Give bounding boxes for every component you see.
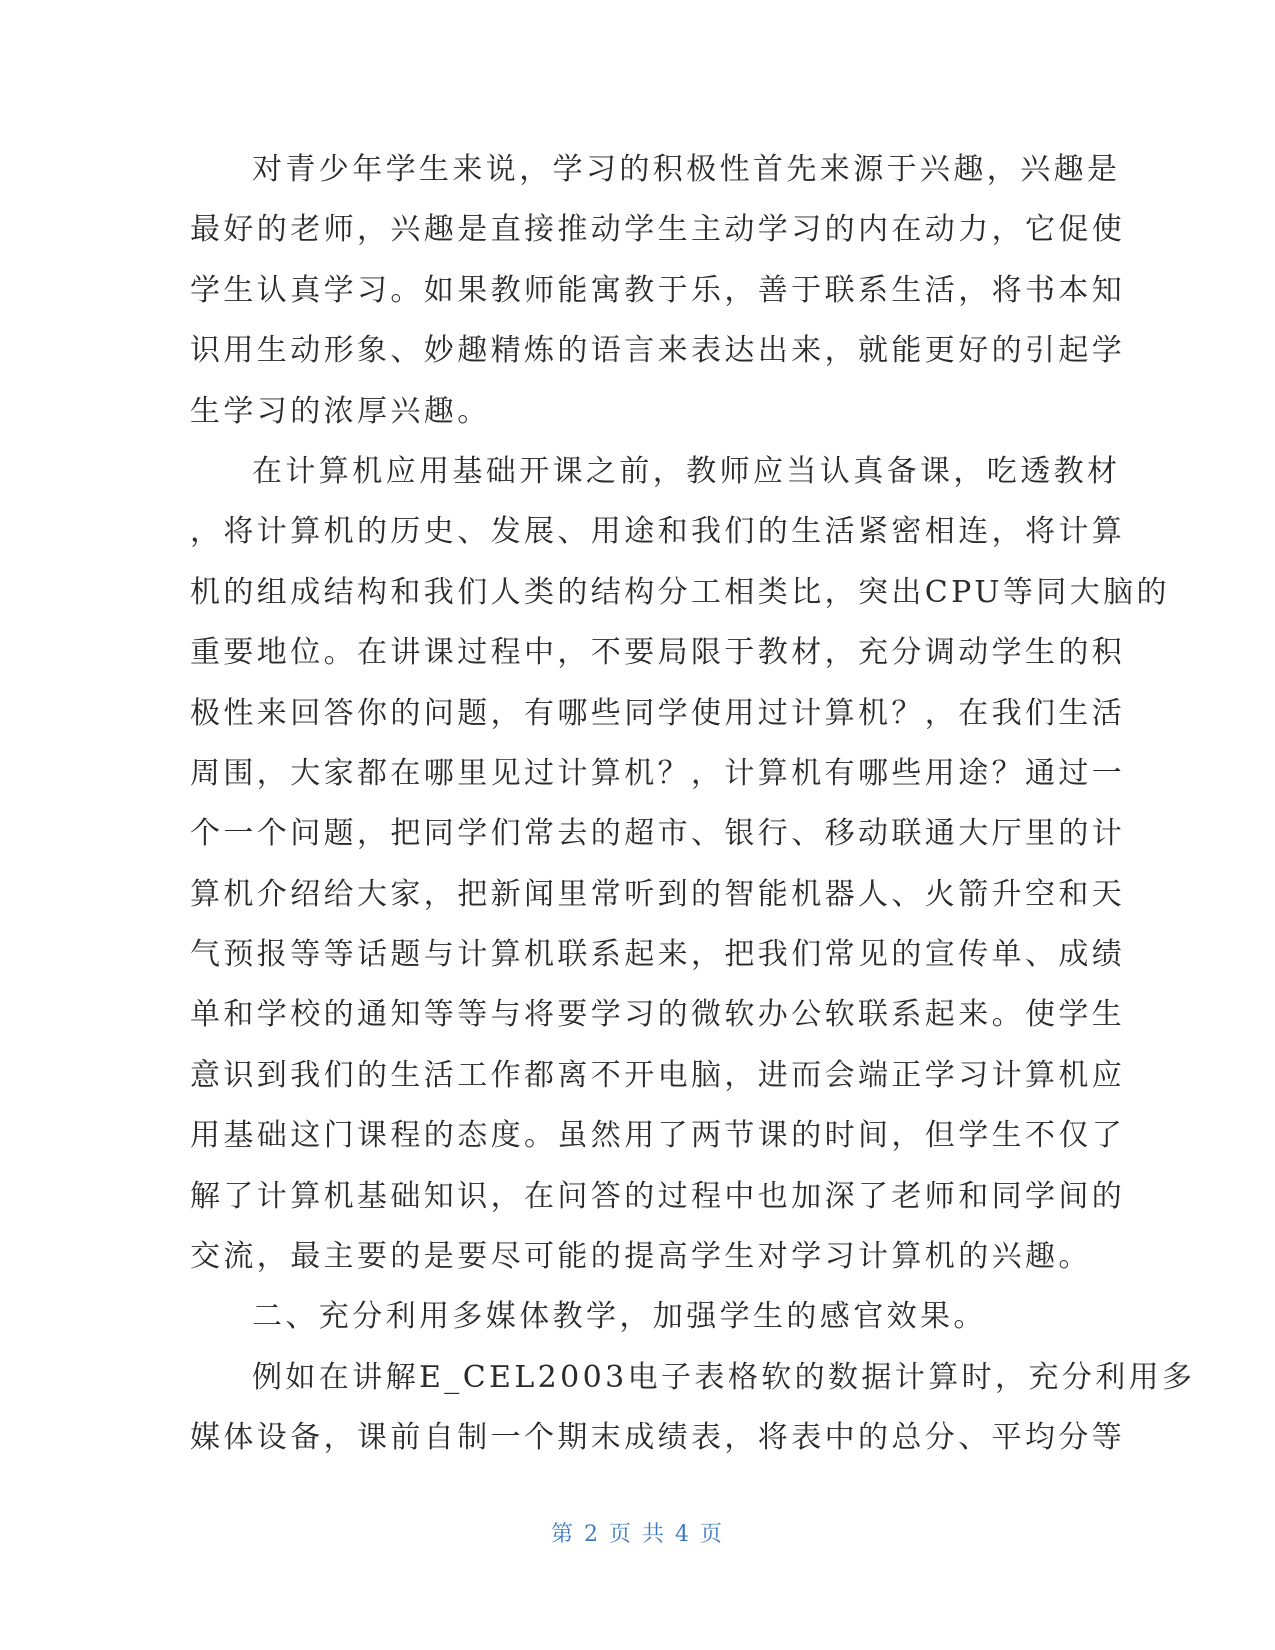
text-line: 解了计算机基础知识，在问答的过程中也加深了老师和同学间的 xyxy=(190,1178,1126,1214)
text-line: 机的组成结构和我们人类的结构分工相类比，突出CPU等同大脑的 xyxy=(190,574,1170,610)
text-line: 算机介绍给大家，把新闻里常听到的智能机器人、火箭升空和天 xyxy=(190,876,1126,912)
text-line: 气预报等等话题与计算机联系起来，把我们常见的宣传单、成绩 xyxy=(190,937,1126,973)
text-line: 识用生动形象、妙趣精炼的语言来表达出来，就能更好的引起学 xyxy=(190,333,1126,369)
document-body xyxy=(190,140,1196,1469)
text-line: 单和学校的通知等等与将要学习的微软办公软联系起来。使学生 xyxy=(190,997,1126,1033)
text-line: 对青少年学生来说，学习的积极性首先来源于兴趣，兴趣是 xyxy=(252,152,1121,187)
text-line: 交流，最主要的是要尽可能的提高学生对学习计算机的兴趣。 xyxy=(190,1239,1092,1275)
text-line: 意识到我们的生活工作都离不开电脑，进而会端正学习计算机应 xyxy=(190,1057,1126,1093)
text-line: 极性来回答你的问题，有哪些同学使用过计算机？，在我们生活 xyxy=(190,695,1126,731)
text-line: 用基础这门课程的态度。虽然用了两节课的时间，但学生不仅了 xyxy=(190,1118,1126,1154)
text-line: 重要地位。在讲课过程中，不要局限于教材，充分调动学生的积 xyxy=(190,635,1126,671)
text-line: ，将计算机的历史、发展、用途和我们的生活紧密相连，将计算 xyxy=(190,514,1126,550)
text-line: 媒体设备，课前自制一个期末成绩表，将表中的总分、平均分等 xyxy=(190,1420,1126,1456)
text-line: 在计算机应用基础开课之前，教师应当认真备课，吃透教材 xyxy=(252,453,1121,489)
page-number-footer: 第 2 页 共 4 页 xyxy=(551,1522,724,1547)
section-heading: 二、充分利用多媒体教学，加强学生的感官效果。 xyxy=(252,1299,987,1335)
text-line: 周围，大家都在哪里见过计算机？，计算机有哪些用途？通过一 xyxy=(190,755,1126,791)
text-line: 例如在讲解E_CEL2003电子表格软的数据计算时，充分利用多 xyxy=(252,1359,1196,1395)
text-line: 生学习的浓厚兴趣。 xyxy=(190,393,491,429)
text-line: 学生认真学习。如果教师能寓教于乐，善于联系生活，将书本知 xyxy=(190,272,1126,308)
text-line: 个一个问题，把同学们常去的超市、银行、移动联通大厅里的计 xyxy=(190,816,1126,852)
text-line: 最好的老师，兴趣是直接推动学生主动学习的内在动力，它促使 xyxy=(190,212,1126,248)
